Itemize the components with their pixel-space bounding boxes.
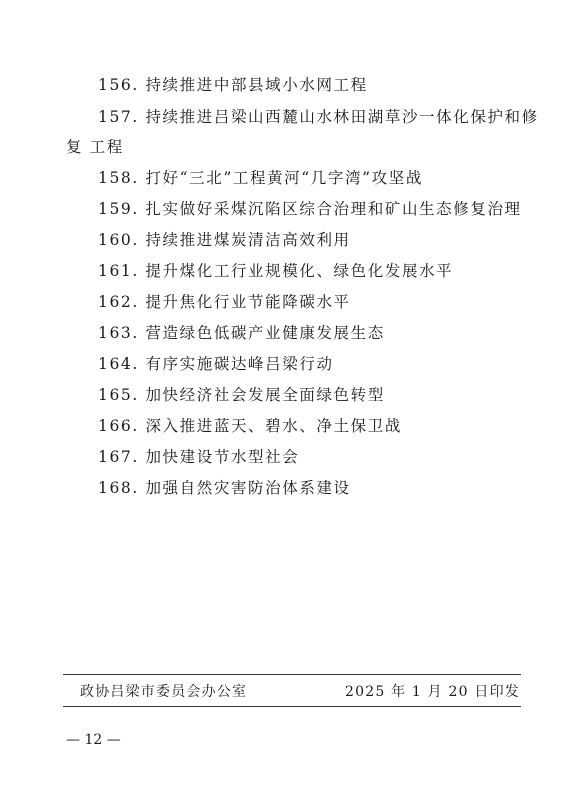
list-item: 157. 持续推进吕梁山西麓山水林田湖草沙一体化保护和修 [98,108,539,126]
footer-bottom-rule [63,706,521,707]
list-item: 163. 营造绿色低碳产业健康发展生态 [98,324,385,342]
list-item: 165. 加快经济社会发展全面绿色转型 [98,386,385,404]
list-item: 162. 提升焦化行业节能降碳水平 [98,293,351,311]
list-item-continuation: 复 工程 [66,138,124,156]
list-item: 168. 加强自然灾害防治体系建设 [98,479,351,497]
list-item: 161. 提升煤化工行业规模化、绿色化发展水平 [98,262,454,280]
list-item: 164. 有序实施碳达峰吕梁行动 [98,355,334,373]
list-item: 159. 扎实做好采煤沉陷区综合治理和矿山生态修复治理 [98,200,522,218]
footer-top-rule [63,674,521,675]
page-number: — 12 — [66,732,121,748]
list-item: 166. 深入推进蓝天、碧水、净土保卫战 [98,417,402,435]
list-item: 158. 打好“三北”工程黄河“几字湾”攻坚战 [98,169,423,187]
footer-date: 2025 年 1 月 20 日印发 [345,684,521,700]
list-item: 156. 持续推进中部县域小水网工程 [98,76,368,94]
footer-issuer: 政协吕梁市委员会办公室 [80,684,248,700]
list-item: 167. 加快建设节水型社会 [98,448,300,466]
list-item: 160. 持续推进煤炭清洁高效利用 [98,231,351,249]
